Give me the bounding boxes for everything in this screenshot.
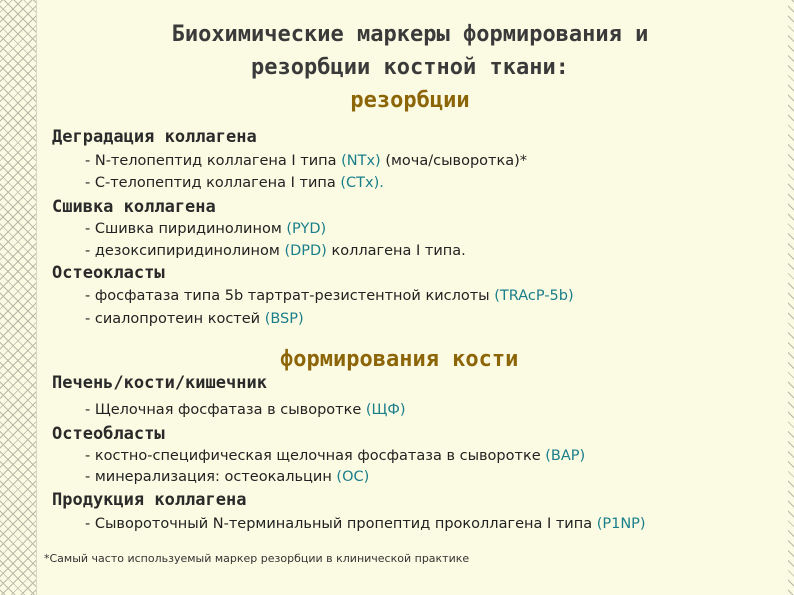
list-item: - минерализация: остеокальцин (OC) xyxy=(85,469,370,485)
title-line-2: резорбции костной ткани: xyxy=(251,55,569,80)
list-item: - сиалопротеин костей (BSP) xyxy=(85,311,304,327)
footnote: *Самый часто используемый маркер резорбции в клинической практике xyxy=(44,552,470,565)
list-item: - Сшивка пиридинолином (PYD) xyxy=(85,221,327,237)
list-item: - дезоксипиридинолином (DPD) коллагена I типа. xyxy=(85,243,466,259)
decorative-left-border xyxy=(0,0,37,595)
heading-liver-bone-intestine: Печень/кости/кишечник xyxy=(52,373,267,393)
list-item: - С-телопептид коллагена I типа (CTx). xyxy=(85,175,384,191)
slide-title xyxy=(60,18,760,117)
subheading-bone-formation: формирования кости xyxy=(280,347,519,372)
list-item: - фосфатаза типа 5b тартрат-резистентной кислоты (TRAcP-5b) xyxy=(85,288,574,304)
heading-collagen-degradation: Деградация коллагена xyxy=(52,127,257,147)
heading-osteoblasts: Остеобласты xyxy=(52,424,165,444)
title-line-3: резорбции xyxy=(350,88,470,113)
heading-collagen-production: Продукция коллагена xyxy=(52,490,247,510)
list-item: - костно-специфическая щелочная фосфатаза в сыворотке (BAP) xyxy=(85,448,586,464)
list-item: - Щелочная фосфатаза в сыворотке (ЩФ) xyxy=(85,402,406,418)
title-line-1: Биохимические маркеры формирования и xyxy=(171,22,649,47)
heading-collagen-crosslinks: Сшивка коллагена xyxy=(52,197,216,217)
decorative-right-border xyxy=(788,0,794,595)
list-item: - Сывороточный N-терминальный пропептид проколлагена I типа (P1NP) xyxy=(85,516,646,532)
list-item: - N-телопептид коллагена I типа (NTx) (моча/сыворотка)* xyxy=(85,153,528,169)
heading-osteoclasts: Остеокласты xyxy=(52,263,165,283)
